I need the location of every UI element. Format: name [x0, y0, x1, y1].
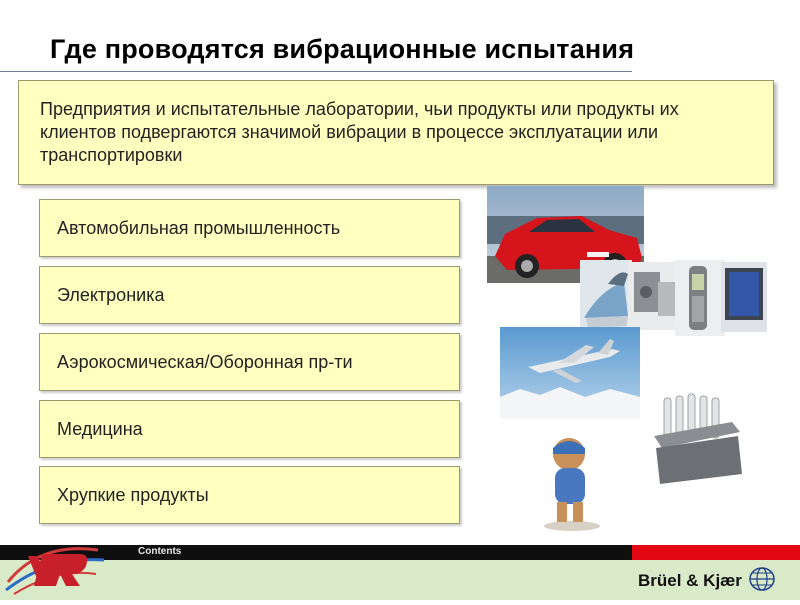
category-electronics[interactable]: Электроника	[39, 266, 460, 324]
category-automotive[interactable]: Автомобильная промышленность	[39, 199, 460, 257]
mobile-phone-image	[675, 260, 725, 336]
contents-link[interactable]: Contents	[138, 546, 182, 557]
footer-red-strip	[632, 545, 800, 560]
test-tube-rack-image	[648, 392, 748, 490]
category-fragile-products[interactable]: Хрупкие продукты	[39, 466, 460, 524]
intro-box: Предприятия и испытательные лаборатории, чьи продукты или продукты их клиентов подвергаются значимой вибрации в процессе эксплуатации или транспортировки	[18, 80, 774, 185]
slide-title: Где проводятся вибрационные испытания	[50, 34, 635, 64]
iron-image	[580, 260, 632, 335]
globe-icon	[748, 566, 776, 597]
category-medicine[interactable]: Медицина	[39, 400, 460, 458]
category-aerospace-defense[interactable]: Аэрокосмическая/Оборонная пр-ти	[39, 333, 460, 391]
vr-logo	[0, 538, 110, 605]
monitor-image	[721, 262, 767, 332]
title-underline	[0, 71, 632, 72]
jet-aircraft-image	[500, 327, 640, 419]
porcelain-figurine-image	[527, 432, 617, 532]
bruel-kjaer-logo: Brüel & Kjær	[638, 571, 742, 590]
